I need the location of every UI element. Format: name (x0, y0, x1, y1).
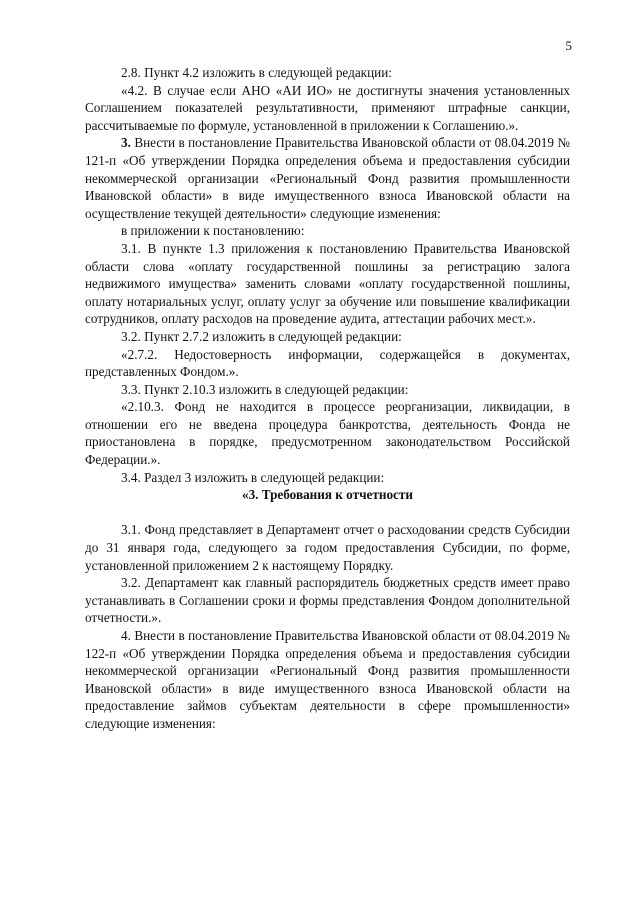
paragraph-section-3-1: 3.1. Фонд представляет в Департамент отчет о расходовании средств Субсидии до 31 января года, следующего за годом предоставления Субсидии, по форме, установленной приложением 2 к настоящему Порядку. (85, 522, 570, 573)
paragraph-3 (85, 134, 570, 222)
section-heading-text: 3. Требования к отчетности (248, 487, 413, 503)
paragraph-4: 4. Внести в постановление Правительства Ивановской области от 08.04.2019 № 122-п «Об утверждении Порядка определения объема и предоставления субсидии некоммерческой организации «Региональный Фонд развития промышленности Ивановской области» в виде имущественного взноса Ивановской области на предоставление займов субъектам деятельности в сфере промышленности» следующие изменения: (85, 628, 570, 731)
page-number: 5 (565, 38, 572, 53)
section-heading-quote: « (242, 487, 249, 503)
paragraph-3-number: 3. (121, 135, 131, 151)
paragraph-annex: в приложении к постановлению: (121, 223, 305, 239)
paragraph-2-10-3-text: «2.10.3. Фонд не находится в процессе реорганизации, ликвидации, в отношении его не введена процедура банкротства, деятельность Фонда не приостановлена в порядке, предусмотренном законодательством Российской Федерации.». (85, 399, 570, 468)
paragraph-3-text: Внести в постановление Правительства Ивановской области от 08.04.2019 № 121-п «Об утверждении Порядка определения объема и предоставления субсидии некоммерческой организации «Региональный Фонд развития промышленности Ивановской области» в виде имущественного взноса Ивановской области на осуществление текущей деятельности» следующие изменения: (85, 135, 570, 221)
paragraph-3-3: 3.3. Пункт 2.10.3 изложить в следующей редакции: (121, 381, 409, 397)
paragraph-2-8: 2.8. Пункт 4.2 изложить в следующей редакции: (121, 65, 392, 80)
paragraph-3-1: 3.1. В пункте 1.3 приложения к постановлению Правительства Ивановской области слова «оплату государственной пошлины за регистрацию залога недвижимого имущества» заменить словами «оплату государственной пошлины, оплату нотариальных услуг, оплату услуг за обучение или повышение квалификации сотрудников, оплату расходов на проведение аудита, аттестации рабочих мест.». (85, 240, 570, 327)
paragraph-3-2: 3.2. Пункт 2.7.2 изложить в следующей редакции: (121, 328, 402, 344)
paragraph-4-2-text: «4.2. В случае если АНО «АИ ИО» не достигнуты значения установленных Соглашением показателей результативности, применяют штрафные санкции, рассчитываемые по формуле, установленной в приложении к Соглашению.». (85, 82, 570, 133)
paragraph-2-7-2-text: «2.7.2. Недостоверность информации, содержащейся в документах, представленных Фондом.». (85, 346, 570, 380)
section-heading (85, 486, 570, 504)
document-body (85, 64, 570, 733)
paragraph-section-3-2: 3.2. Департамент как главный распорядитель бюджетных средств имеет право устанавливать в Соглашении сроки и формы представления Фондом дополнительной отчетности.». (85, 575, 570, 626)
blank-line (85, 504, 570, 522)
paragraph-3-4: 3.4. Раздел 3 изложить в следующей редакции: (121, 469, 385, 485)
